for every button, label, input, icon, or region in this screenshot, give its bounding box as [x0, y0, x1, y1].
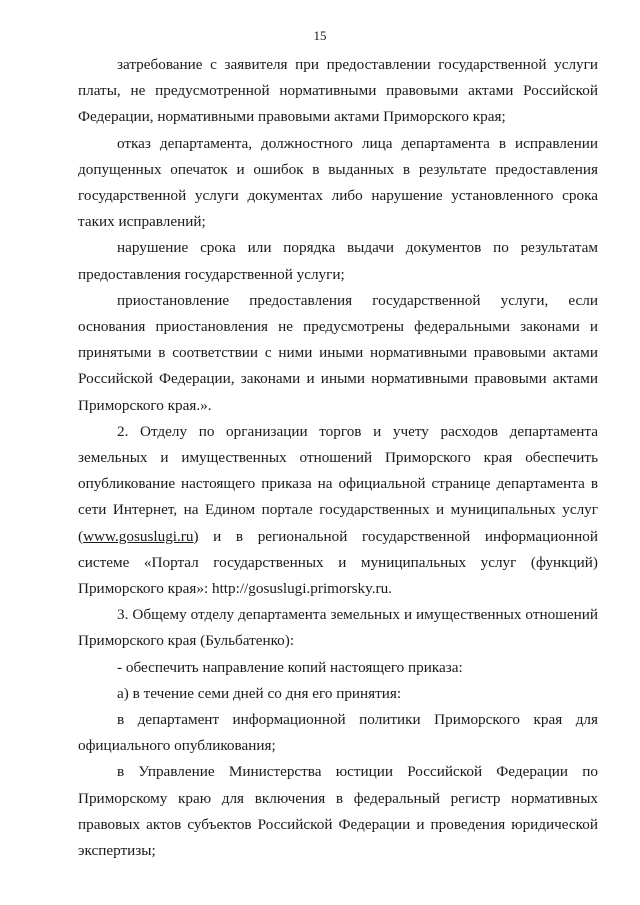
item-2-text-after-link: ) и в региональной государственной информационной системе «Портал государственных и муниципальных услуг (функций) Приморского края»: http://gosuslugi.primorsky.ru. — [78, 527, 598, 598]
paragraph-suspension: приостановление предоставления государственной услуги, если основания приостановления не предусмотрены федеральными законами и принятыми в соответствии с ними иными нормативными правовыми актами Российской Федерации, законами и иными нормативными правовыми актами Приморского края.». — [78, 291, 598, 414]
paragraph-ministry-of-justice: в Управление Министерства юстиции Российской Федерации по Приморскому краю для включения в федеральный регистр нормативных правовых актов субъектов Российской Федерации и проведения юридической экспертизы; — [78, 763, 598, 860]
item-2-text-before-link: 2. Отделу по организации торгов и учету расходов департамента земельных и имущественных отношений Приморского края обеспечить опубликование настоящего приказа на официальной странице департамента в сети Интернет, на Едином портале государственных и муниципальных услуг ( — [78, 422, 598, 545]
gosuslugi-link[interactable]: www.gosuslugi.ru — [83, 527, 194, 545]
paragraph-info-policy-department: в департамент информационной политики Приморского края для официального опубликования; — [78, 711, 598, 755]
paragraph-within-seven-days: а) в течение семи дней со дня его принятия: — [117, 684, 402, 702]
paragraph-deadline-violation: нарушение срока или порядка выдачи документов по результатам предоставления государственной услуги; — [78, 239, 598, 283]
paragraph-item-3-general-department: 3. Общему отделу департамента земельных и имущественных отношений Приморского края (Бульбатенко): — [78, 606, 598, 650]
document-body — [78, 52, 598, 864]
paragraph-refusal-corrections: отказ департамента, должностного лица департамента в исправлении допущенных опечаток и ошибок в выданных в результате предоставления государственной услуги документах либо нарушение установленного срока таких исправлений; — [78, 134, 598, 231]
paragraph-item-2-publication — [78, 419, 598, 602]
paragraph-demand-payment: затребование с заявителя при предоставлении государственной услуги платы, не предусмотренной нормативными правовыми актами Российской Федерации, нормативными правовыми актами Приморского края; — [78, 56, 598, 126]
page-number: 15 — [313, 28, 327, 43]
paragraph-send-copies: - обеспечить направление копий настоящего приказа: — [117, 658, 463, 676]
